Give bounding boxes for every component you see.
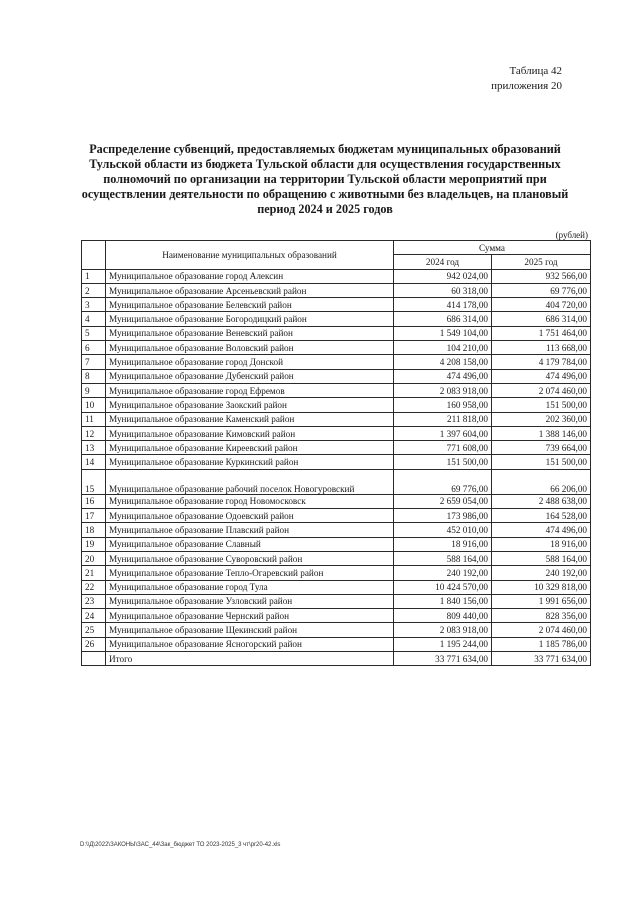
amount-2025: 739 664,00 — [492, 441, 591, 455]
municipality-name: Муниципальное образование город Новомосковск — [106, 494, 394, 508]
file-path: D:\\Д\2022\ЗАКОНЫ\ЗАС_44\Зак_бюджет ТО 2023-2025_3 чт\pr20-42.xls — [80, 842, 281, 848]
amount-2025: 1 751 464,00 — [492, 326, 591, 340]
table-row — [82, 594, 591, 608]
table-row — [82, 494, 591, 508]
amount-2025: 474 496,00 — [492, 369, 591, 383]
municipality-name: Муниципальное образование Ясногорский район — [106, 637, 394, 651]
row-number: 1 — [82, 269, 106, 283]
table-row — [82, 523, 591, 537]
table-reference — [491, 64, 562, 94]
row-number: 25 — [82, 623, 106, 637]
amount-2024: 104 210,00 — [394, 341, 492, 355]
row-number: 9 — [82, 383, 106, 397]
municipality-name: Муниципальное образование Заокский район — [106, 398, 394, 412]
amount-2024: 2 083 918,00 — [394, 623, 492, 637]
amount-2025: 69 776,00 — [492, 283, 591, 297]
table-row — [82, 283, 591, 297]
amount-2025: 1 185 786,00 — [492, 637, 591, 651]
municipality-name: Муниципальное образование Куркинский район — [106, 455, 394, 469]
amount-2024: 2 083 918,00 — [394, 383, 492, 397]
table-row — [82, 580, 591, 594]
amount-2024: 1 549 104,00 — [394, 326, 492, 340]
municipality-name: Муниципальное образование Щекинский район — [106, 623, 394, 637]
unit-label: (рублей) — [555, 230, 588, 240]
amount-2024: 10 424 570,00 — [394, 580, 492, 594]
table-row — [82, 441, 591, 455]
amount-2025: 202 360,00 — [492, 412, 591, 426]
table-row — [82, 609, 591, 623]
municipality-name: Муниципальное образование город Алексин — [106, 269, 394, 283]
amount-2024: 240 192,00 — [394, 566, 492, 580]
amount-2024: 771 608,00 — [394, 441, 492, 455]
municipality-name: Муниципальное образование Арсеньевский район — [106, 283, 394, 297]
table-row — [82, 637, 591, 651]
municipality-name: Муниципальное образование Тепло-Огаревский район — [106, 566, 394, 580]
amount-2024: 1 840 156,00 — [394, 594, 492, 608]
amount-2025: 151 500,00 — [492, 398, 591, 412]
total-row — [82, 652, 591, 666]
amount-2025: 4 179 784,00 — [492, 355, 591, 369]
amount-2024: 151 500,00 — [394, 455, 492, 469]
municipality-name: Муниципальное образование Дубенский район — [106, 369, 394, 383]
amount-2025: 2 074 460,00 — [492, 383, 591, 397]
table-row — [82, 537, 591, 551]
col-2025-header: 2025 год — [492, 255, 591, 269]
amount-2024: 69 776,00 — [394, 469, 492, 494]
municipality-name: Муниципальное образование Воловский район — [106, 341, 394, 355]
amount-2025: 474 496,00 — [492, 523, 591, 537]
amount-2025: 2 488 638,00 — [492, 494, 591, 508]
row-number: 17 — [82, 509, 106, 523]
municipality-name: Муниципальное образование Киреевский район — [106, 441, 394, 455]
row-number: 19 — [82, 537, 106, 551]
col-name-header: Наименование муниципальных образований — [106, 241, 394, 270]
amount-2024: 211 818,00 — [394, 412, 492, 426]
municipality-name: Муниципальное образование город Ефремов — [106, 383, 394, 397]
amount-2024: 173 986,00 — [394, 509, 492, 523]
table-row — [82, 623, 591, 637]
amount-2025: 113 668,00 — [492, 341, 591, 355]
amount-2025: 404 720,00 — [492, 298, 591, 312]
municipality-name: Муниципальное образование Веневский район — [106, 326, 394, 340]
table-row — [82, 341, 591, 355]
amount-2025: 588 164,00 — [492, 551, 591, 565]
amount-2024: 452 010,00 — [394, 523, 492, 537]
row-number: 23 — [82, 594, 106, 608]
municipality-name: Муниципальное образование Чернский район — [106, 609, 394, 623]
amount-2025: 164 528,00 — [492, 509, 591, 523]
table-body — [82, 269, 591, 666]
amount-2024: 474 496,00 — [394, 369, 492, 383]
amount-2025: 828 356,00 — [492, 609, 591, 623]
table-row — [82, 369, 591, 383]
municipality-name: Муниципальное образование Славный — [106, 537, 394, 551]
amount-2024: 18 916,00 — [394, 537, 492, 551]
table-row — [82, 469, 591, 494]
table-row — [82, 312, 591, 326]
row-number: 20 — [82, 551, 106, 565]
amount-2025: 1 991 656,00 — [492, 594, 591, 608]
row-number: 11 — [82, 412, 106, 426]
row-number: 8 — [82, 369, 106, 383]
row-number: 12 — [82, 426, 106, 440]
amount-2025: 66 206,00 — [492, 469, 591, 494]
row-number: 6 — [82, 341, 106, 355]
row-number: 24 — [82, 609, 106, 623]
row-number: 4 — [82, 312, 106, 326]
row-number: 3 — [82, 298, 106, 312]
municipality-name: Муниципальное образование Кимовский район — [106, 426, 394, 440]
row-number: 15 — [82, 469, 106, 494]
amount-2025: 18 916,00 — [492, 537, 591, 551]
col-2024-header: 2024 год — [394, 255, 492, 269]
row-number: 5 — [82, 326, 106, 340]
municipality-name: Муниципальное образование Белевский район — [106, 298, 394, 312]
table-row — [82, 298, 591, 312]
row-number: 7 — [82, 355, 106, 369]
municipality-name: Муниципальное образование Богородицкий район — [106, 312, 394, 326]
municipality-name: Муниципальное образование Каменский район — [106, 412, 394, 426]
amount-2024: 588 164,00 — [394, 551, 492, 565]
municipality-name: Муниципальное образование Одоевский район — [106, 509, 394, 523]
amount-2024: 414 178,00 — [394, 298, 492, 312]
total-2024: 33 771 634,00 — [394, 652, 492, 666]
table-row — [82, 398, 591, 412]
table-row — [82, 269, 591, 283]
col-sum-header: Сумма — [394, 241, 591, 255]
total-2025: 33 771 634,00 — [492, 652, 591, 666]
amount-2025: 686 314,00 — [492, 312, 591, 326]
amount-2024: 686 314,00 — [394, 312, 492, 326]
amount-2024: 160 958,00 — [394, 398, 492, 412]
amount-2024: 1 195 244,00 — [394, 637, 492, 651]
document-title: Распределение субвенций, предоставляемых бюджетам муниципальных образований Тульской области из бюджета Тульской области для осуществления государственных полномочий по организации на территории Тульской области мероприятий при осуществлении деятельности по обращению с животными без владельцев, на плановый период 2024 и 2025 годов — [81, 142, 569, 216]
municipality-name: Муниципальное образование Суворовский район — [106, 551, 394, 565]
table-row — [82, 326, 591, 340]
appendix-number: приложения 20 — [491, 80, 562, 92]
total-label: Итого — [106, 652, 394, 666]
amount-2024: 60 318,00 — [394, 283, 492, 297]
amount-2025: 2 074 460,00 — [492, 623, 591, 637]
col-number-header — [82, 241, 106, 270]
municipality-name: Муниципальное образование Узловский район — [106, 594, 394, 608]
municipality-name: Муниципальное образование город Тула — [106, 580, 394, 594]
row-number: 26 — [82, 637, 106, 651]
row-number: 18 — [82, 523, 106, 537]
amount-2024: 1 397 604,00 — [394, 426, 492, 440]
amount-2025: 240 192,00 — [492, 566, 591, 580]
table-row — [82, 412, 591, 426]
row-number: 21 — [82, 566, 106, 580]
row-number: 14 — [82, 455, 106, 469]
total-number-cell — [82, 652, 106, 666]
amount-2025: 151 500,00 — [492, 455, 591, 469]
subvention-table — [81, 240, 591, 666]
table-row — [82, 426, 591, 440]
table-row — [82, 383, 591, 397]
row-number: 13 — [82, 441, 106, 455]
table-row — [82, 355, 591, 369]
table-row — [82, 551, 591, 565]
amount-2024: 942 024,00 — [394, 269, 492, 283]
municipality-name: Муниципальное образование рабочий поселок Новогуровский — [106, 469, 394, 494]
table-row — [82, 509, 591, 523]
amount-2024: 4 208 158,00 — [394, 355, 492, 369]
row-number: 22 — [82, 580, 106, 594]
table-number: Таблица 42 — [509, 65, 562, 77]
amount-2025: 932 566,00 — [492, 269, 591, 283]
amount-2024: 809 440,00 — [394, 609, 492, 623]
municipality-name: Муниципальное образование Плавский район — [106, 523, 394, 537]
row-number: 16 — [82, 494, 106, 508]
table-row — [82, 566, 591, 580]
municipality-name: Муниципальное образование город Донской — [106, 355, 394, 369]
row-number: 2 — [82, 283, 106, 297]
amount-2024: 2 659 054,00 — [394, 494, 492, 508]
amount-2025: 1 388 146,00 — [492, 426, 591, 440]
amount-2025: 10 329 818,00 — [492, 580, 591, 594]
table-row — [82, 455, 591, 469]
row-number: 10 — [82, 398, 106, 412]
